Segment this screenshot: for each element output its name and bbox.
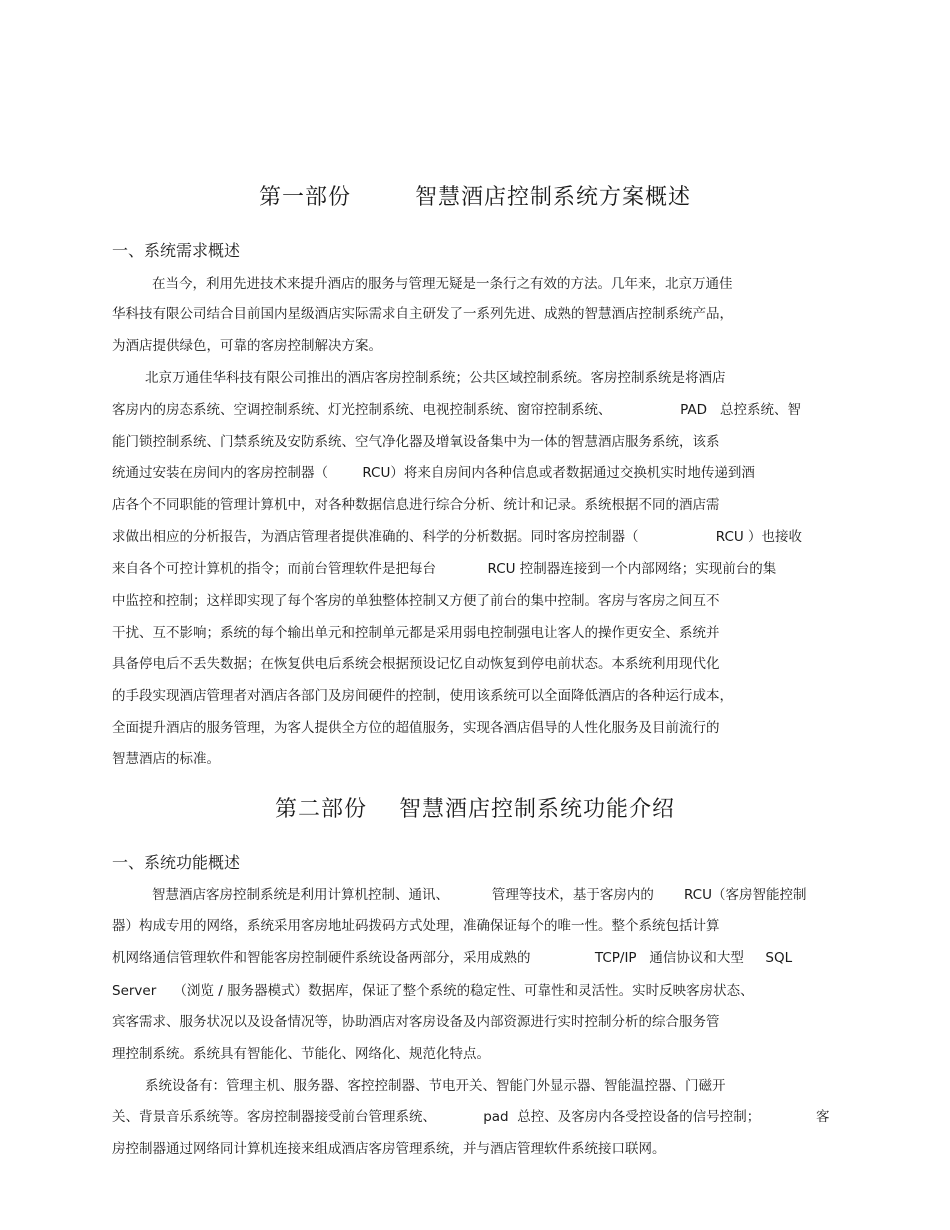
- paragraph-line: 宾客需求、服务状况以及设备情况等，协助酒店对客房设备及内部资源进行实时控制分析的综合服务管: [112, 1014, 720, 1030]
- paragraph-line: 华科技有限公司结合目前国内星级酒店实际需求自主研发了一系列先进、成熟的智慧酒店控制系统产品，: [112, 306, 733, 322]
- paragraph-line: 智慧酒店的标准。: [112, 751, 220, 767]
- paragraph-line: 在当今，利用先进技术来提升酒店的服务与管理无疑是一条行之有效的方法。几年来，北京万通佳: [152, 276, 733, 292]
- paragraph-line: 来自各个可控计算机的指令；而前台管理软件是把每台 RCU 控制器连接到一个内部网络；实现前台的集: [112, 561, 777, 577]
- paragraph-line: 系统设备有：管理主机、服务器、客控控制器、节电开关、智能门外显示器、智能温控器、门磁开: [145, 1078, 726, 1094]
- paragraph-line: 中监控和控制；这样即实现了每个客房的单独整体控制又方便了前台的集中控制。客房与客房之间互不: [112, 593, 720, 609]
- paragraph-line: 客房内的房态系统、空调控制系统、灯光控制系统、电视控制系统、窗帘控制系统、 PAD 总控系统、智: [112, 402, 801, 418]
- paragraph-line: 能门锁控制系统、门禁系统及安防系统、空气净化器及增氧设备集中为一体的智慧酒店服务系统，该系: [112, 434, 720, 450]
- paragraph-line: 北京万通佳华科技有限公司推出的酒店客房控制系统；公共区域控制系统。客房控制系统是将酒店: [145, 370, 726, 386]
- paragraph-line: 求做出相应的分析报告，为酒店管理者提供准确的、科学的分析数据。同时客房控制器（ RCU ）也接收: [112, 529, 803, 545]
- paragraph-line: 统通过安装在房间内的客房控制器（ RCU）将来自房间内各种信息或者数据通过交换机实时地传递到酒: [112, 465, 755, 481]
- paragraph-line: 店各个不同职能的管理计算机中，对各种数据信息进行综合分析、统计和记录。系统根据不同的酒店需: [112, 497, 720, 513]
- paragraph-line: 智慧酒店客房控制系统是利用计算机控制、通讯、 管理等技术，基于客房内的 RCU（客房智能控制: [152, 887, 807, 903]
- part1-section1-heading: 一、系统需求概述: [112, 241, 241, 260]
- paragraph-line: 理控制系统。系统具有智能化、节能化、网络化、规范化特点。: [112, 1046, 490, 1062]
- paragraph-line: 机网络通信管理软件和智能客房控制硬件系统设备两部分，采用成熟的 TCP/IP 通信协议和大型 SQL: [112, 950, 793, 966]
- paragraph-line: 全面提升酒店的服务管理，为客人提供全方位的超值服务，实现各酒店倡导的人性化服务及目前流行的: [112, 720, 720, 736]
- part2-title: 第二部份 智慧酒店控制系统功能介绍: [275, 797, 675, 822]
- paragraph-line: 干扰、互不影响；系统的每个输出单元和控制单元都是采用弱电控制强电让客人的操作更安全、系统并: [112, 625, 720, 641]
- paragraph-line: 具备停电后不丢失数据；在恢复供电后系统会根据预设记忆自动恢复到停电前状态。本系统利用现代化: [112, 656, 720, 672]
- paragraph-line: 为酒店提供绿色，可靠的客房控制解决方案。: [112, 338, 382, 354]
- paragraph-line: Server （浏览 / 服务器模式）数据库，保证了整个系统的稳定性、可靠性和灵活性。实时反映客房状态、: [112, 983, 754, 999]
- paragraph-line: 的手段实现酒店管理者对酒店各部门及房间硬件的控制，使用该系统可以全面降低酒店的各种运行成本，: [112, 688, 733, 704]
- paragraph-line: 房控制器通过网络同计算机连接来组成酒店客房管理系统，并与酒店管理软件系统接口联网。: [112, 1141, 666, 1157]
- paragraph-line: 关、背景音乐系统等。客房控制器接受前台管理系统、 pad 总控、及客房内各受控设备的信号控制； 客: [112, 1109, 830, 1125]
- part1-title: 第一部份 智慧酒店控制系统方案概述: [259, 185, 691, 210]
- paragraph-line: 器）构成专用的网络，系统采用客房地址码拨码方式处理，准确保证每个的唯一性。整个系统包括计算: [112, 918, 720, 934]
- part2-section1-heading: 一、系统功能概述: [112, 853, 241, 872]
